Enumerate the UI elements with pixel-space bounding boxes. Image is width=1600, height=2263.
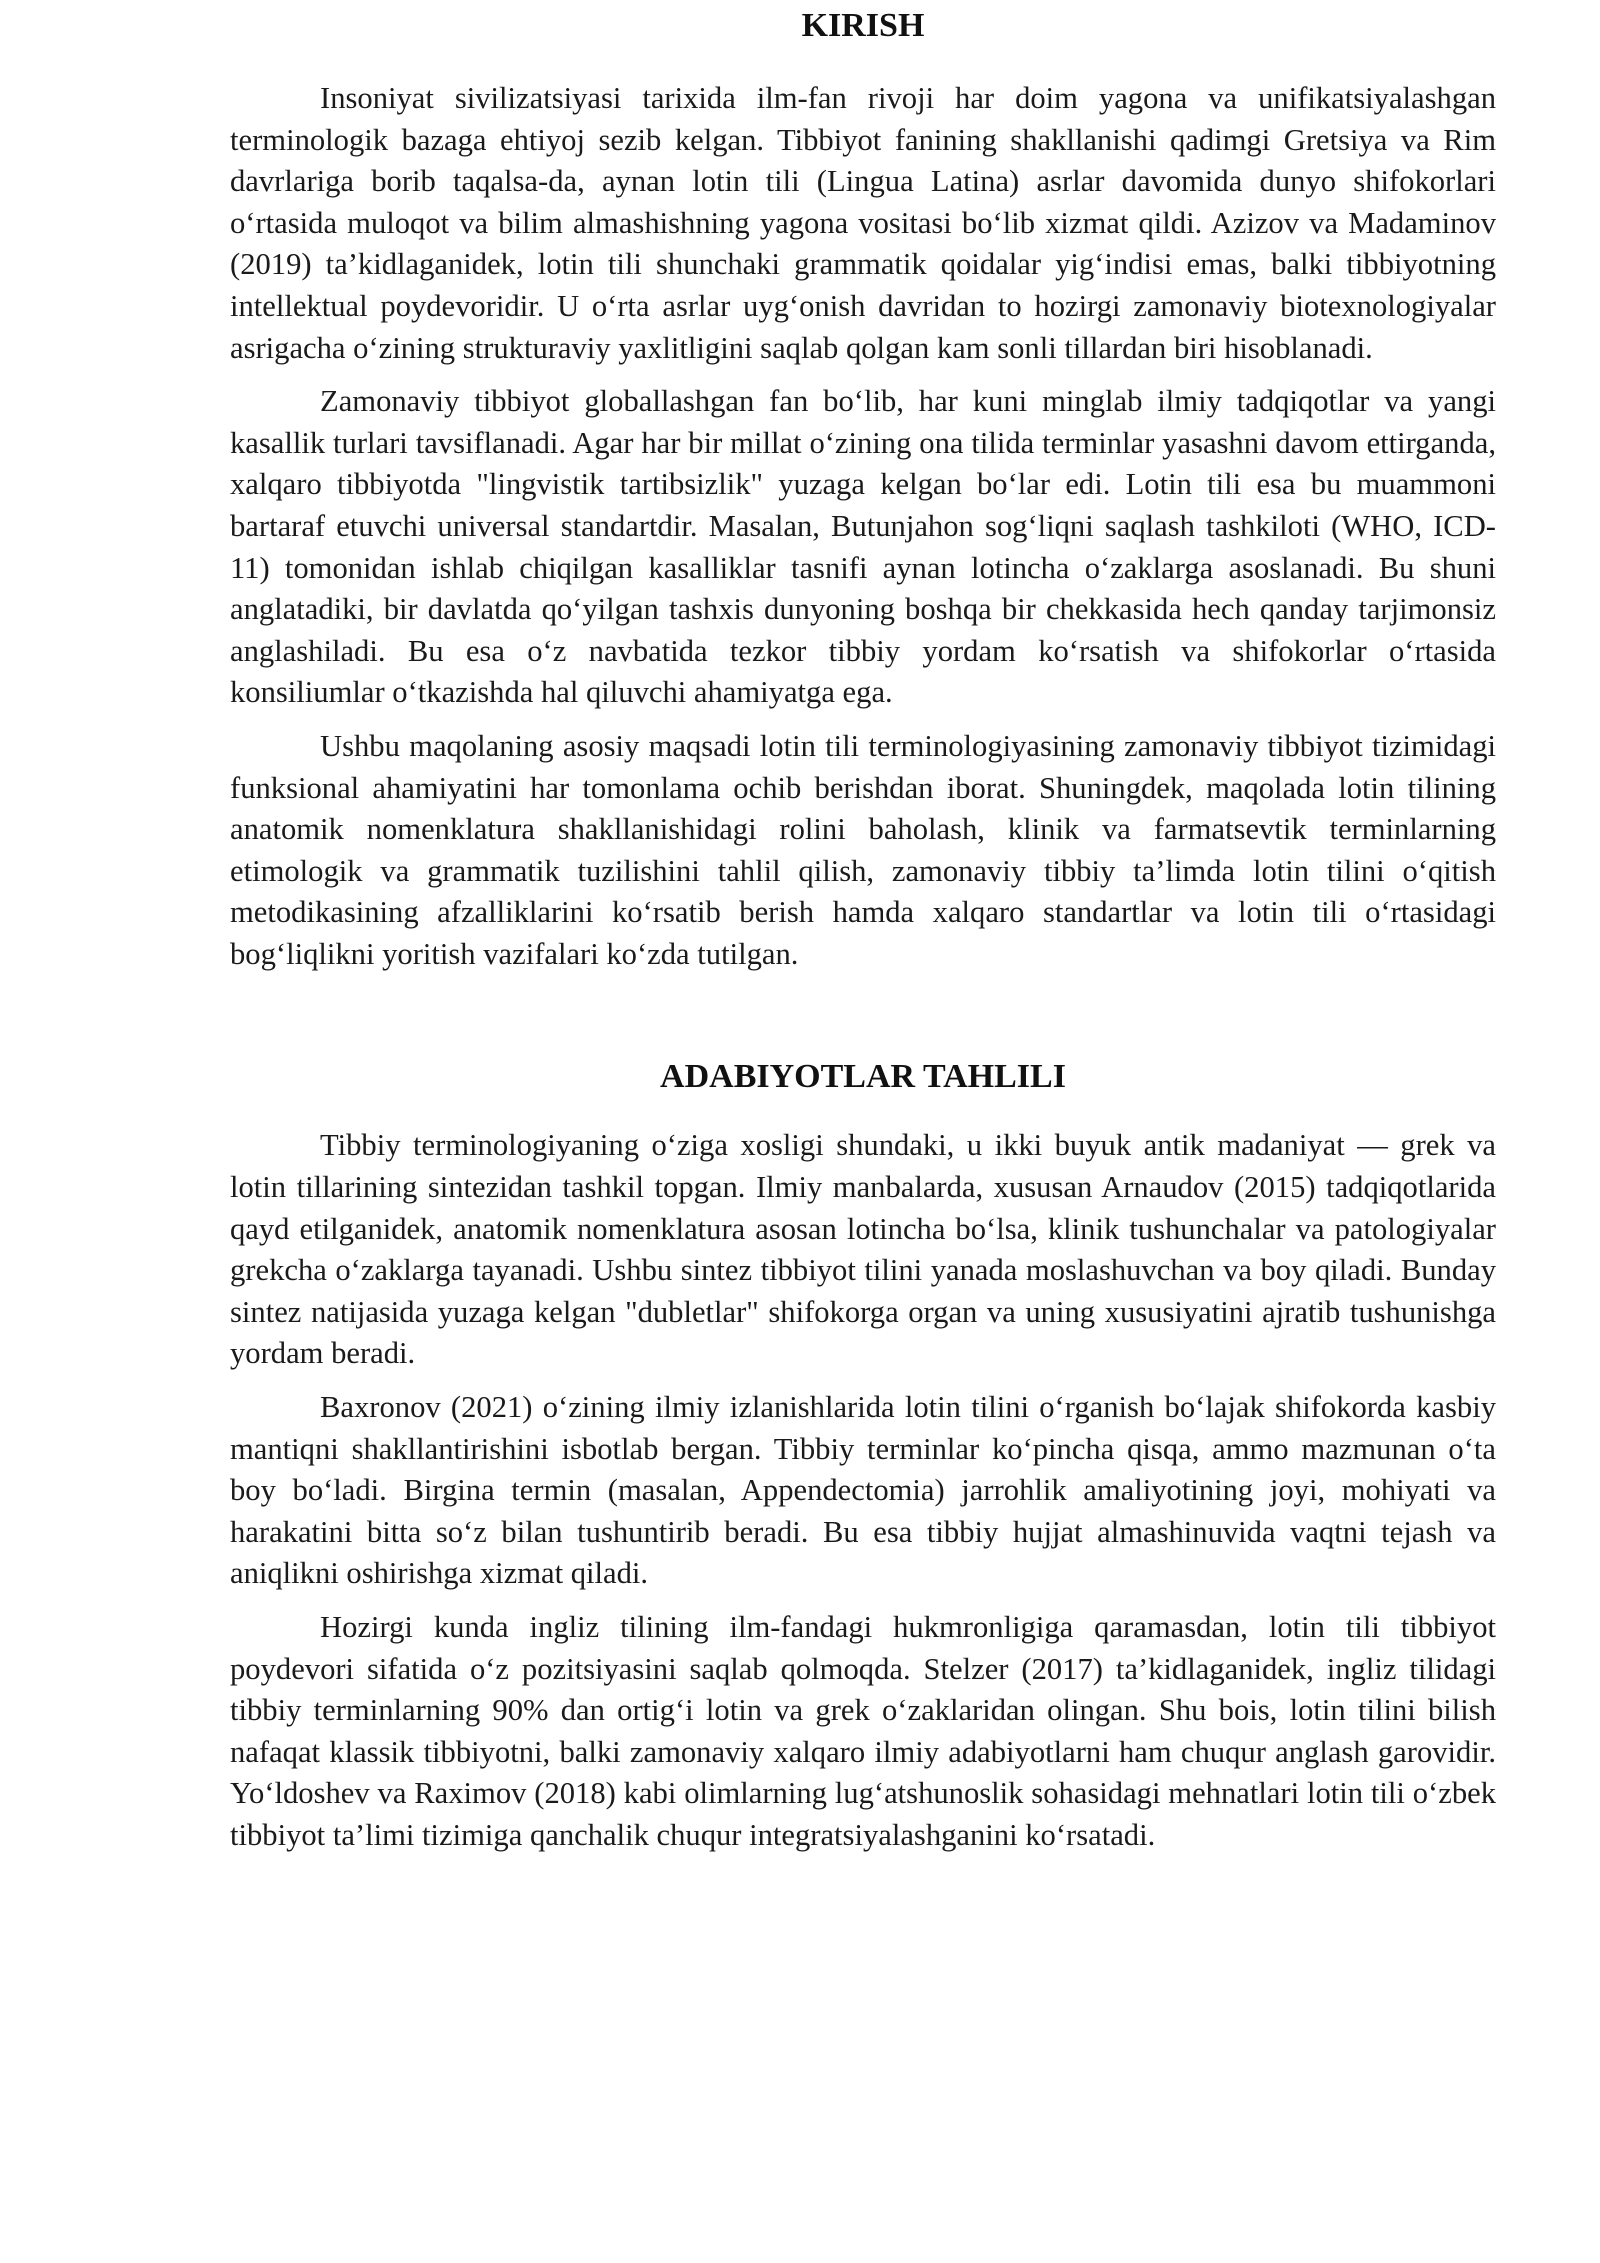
- paragraph: Zamonaviy tibbiyot globallashgan fan bo‘lib, har kuni minglab ilmiy tadqiqotlar va yangi kasallik turlari tavsiflanadi. Agar har bir millat o‘zining ona tilida terminlar yasashni davom ettirganda, xalqaro tibbiyotda "lingvistik tartibsizlik" yuzaga kelgan bo‘lar edi. Lotin tili esa bu muammoni bartaraf etuvchi universal standartdir. Masalan, Butunjahon sog‘liqni saqlash tashkiloti (WHO, ICD-11) tomonidan ishlab chiqilgan kasalliklar tasnifi aynan lotincha o‘zaklarga asoslanadi. Bu shuni anglatadiki, bir davlatda qo‘yilgan tashxis dunyoning boshqa bir chekkasida hech qanday tarjimonsiz anglashiladi. Bu esa o‘z navbatida tezkor tibbiy yordam ko‘rsatish va shifokorlar o‘rtasida konsiliumlar o‘tkazishda hal qiluvchi ahamiyatga ega.: [230, 384, 1496, 710]
- paragraph: Tibbiy terminologiyaning o‘ziga xosligi shundaki, u ikki buyuk antik madaniyat — grek va lotin tillarining sintezidan tashkil topgan. Ilmiy manbalarda, xususan Arnaudov (2015) tadqiqotlarida qayd etilganidek, anatomik nomenklatura asosan lotincha bo‘lsa, klinik tushunchalar va patologiyalar grekcha o‘zaklarga tayanadi. Ushbu sintez tibbiyot tilini yanada moslashuvchan va boy qiladi. Bunday sintez natijasida yuzaga kelgan "dubletlar" shifokorga organ va uning xususiyatini ajratib tushunishga yordam beradi.: [230, 1128, 1496, 1371]
- paragraph: Ushbu maqolaning asosiy maqsadi lotin tili terminologiyasining zamonaviy tibbiyot tizimidagi funksional ahamiyatini har tomonlama ochib berishdan iborat. Shuningdek, maqolada lotin tilining anatomik nomenklatura shakllanishidagi rolini baholash, klinik va farmatsevtik terminlarning etimologik va grammatik tuzilishini tahlil qilish, zamonaviy tibbiy ta’limda lotin tilini o‘qitish metodikasining afzalliklarini ko‘rsatib berish hamda xalqaro standartlar va lotin tili o‘rtasidagi bog‘liqlikni yoritish vazifalari ko‘zda tutilgan.: [230, 728, 1496, 971]
- document-page: [230, 0, 1496, 1869]
- paragraph: Insoniyat sivilizatsiyasi tarixida ilm-fan rivoji har doim yagona va unifikatsiyalashgan terminologik bazaga ehtiyoj sezib kelgan. Tibbiyot fanining shakllanishi qadimgi Gretsiya va Rim davrlariga borib taqalsa-da, aynan lotin tili (Lingua Latina) asrlar davomida dunyo shifokorlari o‘rtasida muloqot va bilim almashishning yagona vositasi bo‘lib xizmat qildi. Azizov va Madaminov (2019) ta’kidlaganidek, lotin tili shunchaki grammatik qoidalar yig‘indisi emas, balki tibbiyotning intellektual poydevoridir. U o‘rta asrlar uyg‘onish davridan to hozirgi zamonaviy biotexnologiyalar asrigacha o‘zining strukturaviy yaxlitligini saqlab qolgan kam sonli tillardan biri hisoblanadi.: [230, 81, 1496, 365]
- paragraph: Hozirgi kunda ingliz tilining ilm-fandagi hukmronligiga qaramasdan, lotin tili tibbiyot poydevori sifatida o‘z pozitsiyasini saqlab qolmoqda. Stelzer (2017) ta’kidlaganidek, ingliz tilidagi tibbiy terminlarning 90% dan ortig‘i lotin va grek o‘zaklaridan olingan. Shu bois, lotin tilini bilish nafaqat klassik tibbiyotni, balki zamonaviy xalqaro ilmiy adabiyotlarni ham chuqur anglash garovidir. Yo‘ldoshev va Raximov (2018) kabi olimlarning lug‘atshunoslik sohasidagi mehnatlari lotin tili o‘zbek tibbiyot ta’limi tizimiga qanchalik chuqur integratsiyalashganini ko‘rsatadi.: [230, 1610, 1496, 1852]
- section-title-kirish: KIRISH: [801, 7, 925, 44]
- section-title-adabiyotlar-tahlili: ADABIYOTLAR TAHLILI: [660, 1058, 1066, 1096]
- paragraph: Baxronov (2021) o‘zining ilmiy izlanishlarida lotin tilini o‘rganish bo‘lajak shifokorda kasbiy mantiqni shakllantirishini isbotlab bergan. Tibbiy terminlar ko‘pincha qisqa, ammo mazmunan o‘ta boy bo‘ladi. Birgina termin (masalan, Appendectomia) jarrohlik amaliyotining joyi, mohiyati va harakatini bitta so‘z bilan tushuntirib beradi. Bu esa tibbiy hujjat almashinuvida vaqtni tejash va aniqlikni oshirishga xizmat qiladi.: [230, 1390, 1496, 1591]
